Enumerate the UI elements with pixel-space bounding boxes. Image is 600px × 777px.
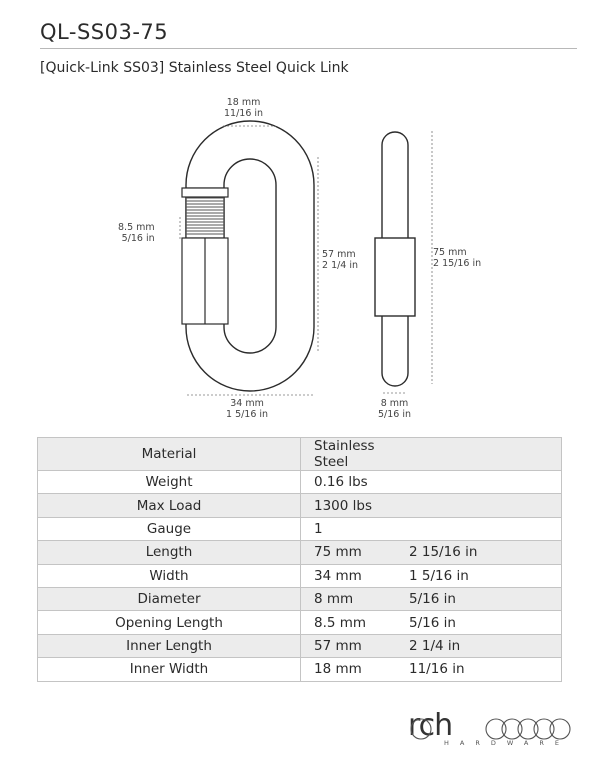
inner-length-label: 57 mm 2 1/4 in [322, 249, 359, 271]
product-subtitle: [Quick-Link SS03] Stainless Steel Quick Link [40, 60, 349, 76]
spec-label: Diameter [38, 587, 301, 610]
spec-label: Material [38, 438, 301, 471]
diameter-label: 8 mm 5/16 in [378, 398, 412, 420]
product-title: QL-SS03-75 [40, 20, 169, 44]
spec-value: 8 mm 5/16 in [301, 587, 562, 610]
spec-value: Stainless Steel [301, 438, 562, 471]
opening-label: 8.5 mm 5/16 in [118, 222, 155, 244]
spec-label: Length [38, 541, 301, 564]
table-row [38, 517, 562, 540]
link-inner-outline [224, 159, 276, 353]
logo-tagline: HARDWARE [444, 739, 570, 747]
table-row [38, 611, 562, 634]
hex-sleeve [182, 238, 228, 324]
specifications-table [37, 437, 562, 682]
spec-value: 8.5 mm 5/16 in [301, 611, 562, 634]
outer-width-label: 34 mm 1 5/16 in [226, 398, 269, 420]
top-width-label: 18 mm 11/16 in [224, 97, 264, 119]
spec-label: Inner Length [38, 634, 301, 657]
spec-value: 1 [301, 517, 562, 540]
spec-label: Gauge [38, 517, 301, 540]
table-row [38, 471, 562, 494]
side-view [375, 132, 415, 386]
spec-value: 1300 lbs [301, 494, 562, 517]
spec-value: 0.16 lbs [301, 471, 562, 494]
spec-label: Opening Length [38, 611, 301, 634]
table-row [38, 587, 562, 610]
table-row [38, 658, 562, 681]
table-row [38, 541, 562, 564]
logo-wordmark: rch [408, 708, 453, 743]
spec-label: Max Load [38, 494, 301, 517]
table-row [38, 634, 562, 657]
spec-label: Weight [38, 471, 301, 494]
spec-value: 18 mm 11/16 in [301, 658, 562, 681]
table-row [38, 564, 562, 587]
table-row [38, 438, 562, 471]
spec-value: 75 mm 2 15/16 in [301, 541, 562, 564]
spec-value: 57 mm 2 1/4 in [301, 634, 562, 657]
spec-label: Width [38, 564, 301, 587]
thread-section [182, 188, 228, 238]
table-row [38, 494, 562, 517]
brand-logo [408, 708, 580, 754]
spec-value: 34 mm 1 5/16 in [301, 564, 562, 587]
outer-length-label: 75 mm 2 15/16 in [433, 247, 482, 269]
spec-label: Inner Width [38, 658, 301, 681]
